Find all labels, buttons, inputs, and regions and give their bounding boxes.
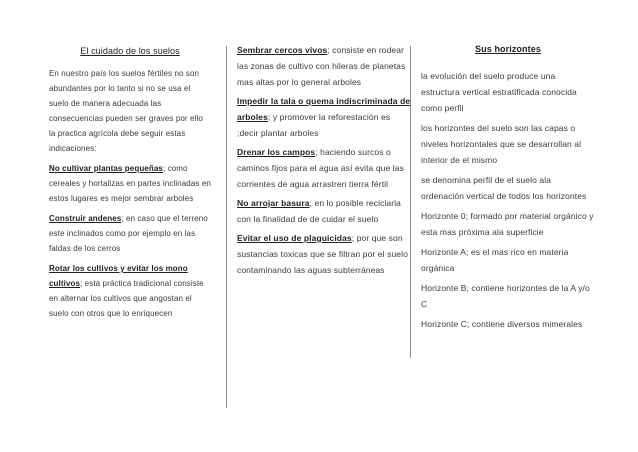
paragraph-text: ; haciendo surcos o caminos fijos para el agua así evita que las corrientes de agua arrastren tierra fértil bbox=[237, 147, 404, 189]
paragraph-text: Horizonte C; contiene diversos mimerales bbox=[421, 319, 583, 329]
horizons-paragraph bbox=[421, 172, 595, 204]
care-item bbox=[49, 161, 211, 206]
paragraph-text: En nuestro país los suelos fértiles no son abundantes por lo tanto si no se usa el suelo de manera adecuada las consecuencias pueden ser graves por ello la practica agrícola debe seguir estas indicaciones: bbox=[49, 69, 203, 153]
term-heading: Drenar los campos bbox=[237, 147, 316, 157]
care-item bbox=[49, 261, 211, 321]
column-soil-care bbox=[49, 44, 211, 326]
column-divider bbox=[410, 46, 411, 358]
term-heading: Rotar los cultivos y evitar los mono cultivos bbox=[49, 264, 188, 288]
horizon-item bbox=[421, 280, 595, 312]
care-item bbox=[237, 42, 411, 90]
paragraph-text: la evolución del suelo produce una estructura vertical estratificada conocida como perfil bbox=[421, 71, 577, 113]
term-heading: No arrojar basura bbox=[237, 198, 310, 208]
horizon-item bbox=[421, 244, 595, 276]
horizon-item bbox=[421, 208, 595, 240]
paragraph-text: ; y promover la reforestación es ;decir plantar arboles bbox=[237, 112, 391, 138]
paragraph-text: ; en caso que el terreno este inclinados como por ejemplo en las faldas de los cerros bbox=[49, 214, 208, 253]
care-item bbox=[237, 93, 411, 141]
term-heading: No cultivar plantas pequeñas bbox=[49, 164, 163, 173]
care-item bbox=[237, 144, 411, 192]
paragraph-text: ; en lo posible reciclarla con la finalidad de de cuidar el suelo bbox=[237, 198, 401, 224]
term-heading: Impedir la tala o quema indiscriminada de arboles bbox=[237, 96, 411, 122]
paragraph-text: Horizonte 0; formado por material orgánico y esta mas próxima ala superficie bbox=[421, 211, 594, 237]
horizons-paragraph bbox=[421, 120, 595, 168]
paragraph-text: Horizonte B; contiene horizontes de la A y/o C bbox=[421, 283, 590, 309]
paragraph-text: ; consiste en rodear las zonas de cultivo con hileras de planetas mas altas por lo general arboles bbox=[237, 45, 406, 87]
care-item bbox=[49, 211, 211, 256]
paragraph-text: Horizonte A; es el mas rico en materia orgánica bbox=[421, 247, 569, 273]
term-heading: Sembrar cercos vivos bbox=[237, 45, 328, 55]
term-heading: Construir andenes bbox=[49, 214, 122, 223]
column-title-horizons: Sus horizontes bbox=[475, 44, 541, 54]
care-item bbox=[237, 195, 411, 227]
column-horizons bbox=[421, 42, 595, 336]
horizons-paragraph bbox=[421, 68, 595, 116]
paragraph-text: los horizontes del suelo son las capas o niveles horizontales que se desarrollan al interior de el mismo bbox=[421, 123, 582, 165]
intro-paragraph bbox=[49, 66, 211, 156]
paragraph-text: se denomina perfil de el suelo ala ordenación vertical de todos los horizontes bbox=[421, 175, 587, 201]
horizon-item bbox=[421, 316, 595, 332]
column-title-soil-care: El cuidado de los suelos bbox=[80, 46, 180, 56]
column-divider bbox=[226, 46, 227, 408]
paragraph-text: ; esta práctica tradicional consiste en alternar los cultivos que angostan el suelo con otros que lo enriquecen bbox=[49, 279, 204, 318]
term-heading: Evitar el uso de plaguicidas bbox=[237, 233, 352, 243]
paragraph-text: ; por que son sustancias toxicas que se filtran por el suelo contaminando las aguas subterráneas bbox=[237, 233, 408, 275]
column-practices bbox=[237, 42, 411, 281]
paragraph-text: ; como cereales y hortalizas en partes inclinadas en estos lugares es mejor sembrar arboles bbox=[49, 164, 211, 203]
care-item bbox=[237, 230, 411, 278]
